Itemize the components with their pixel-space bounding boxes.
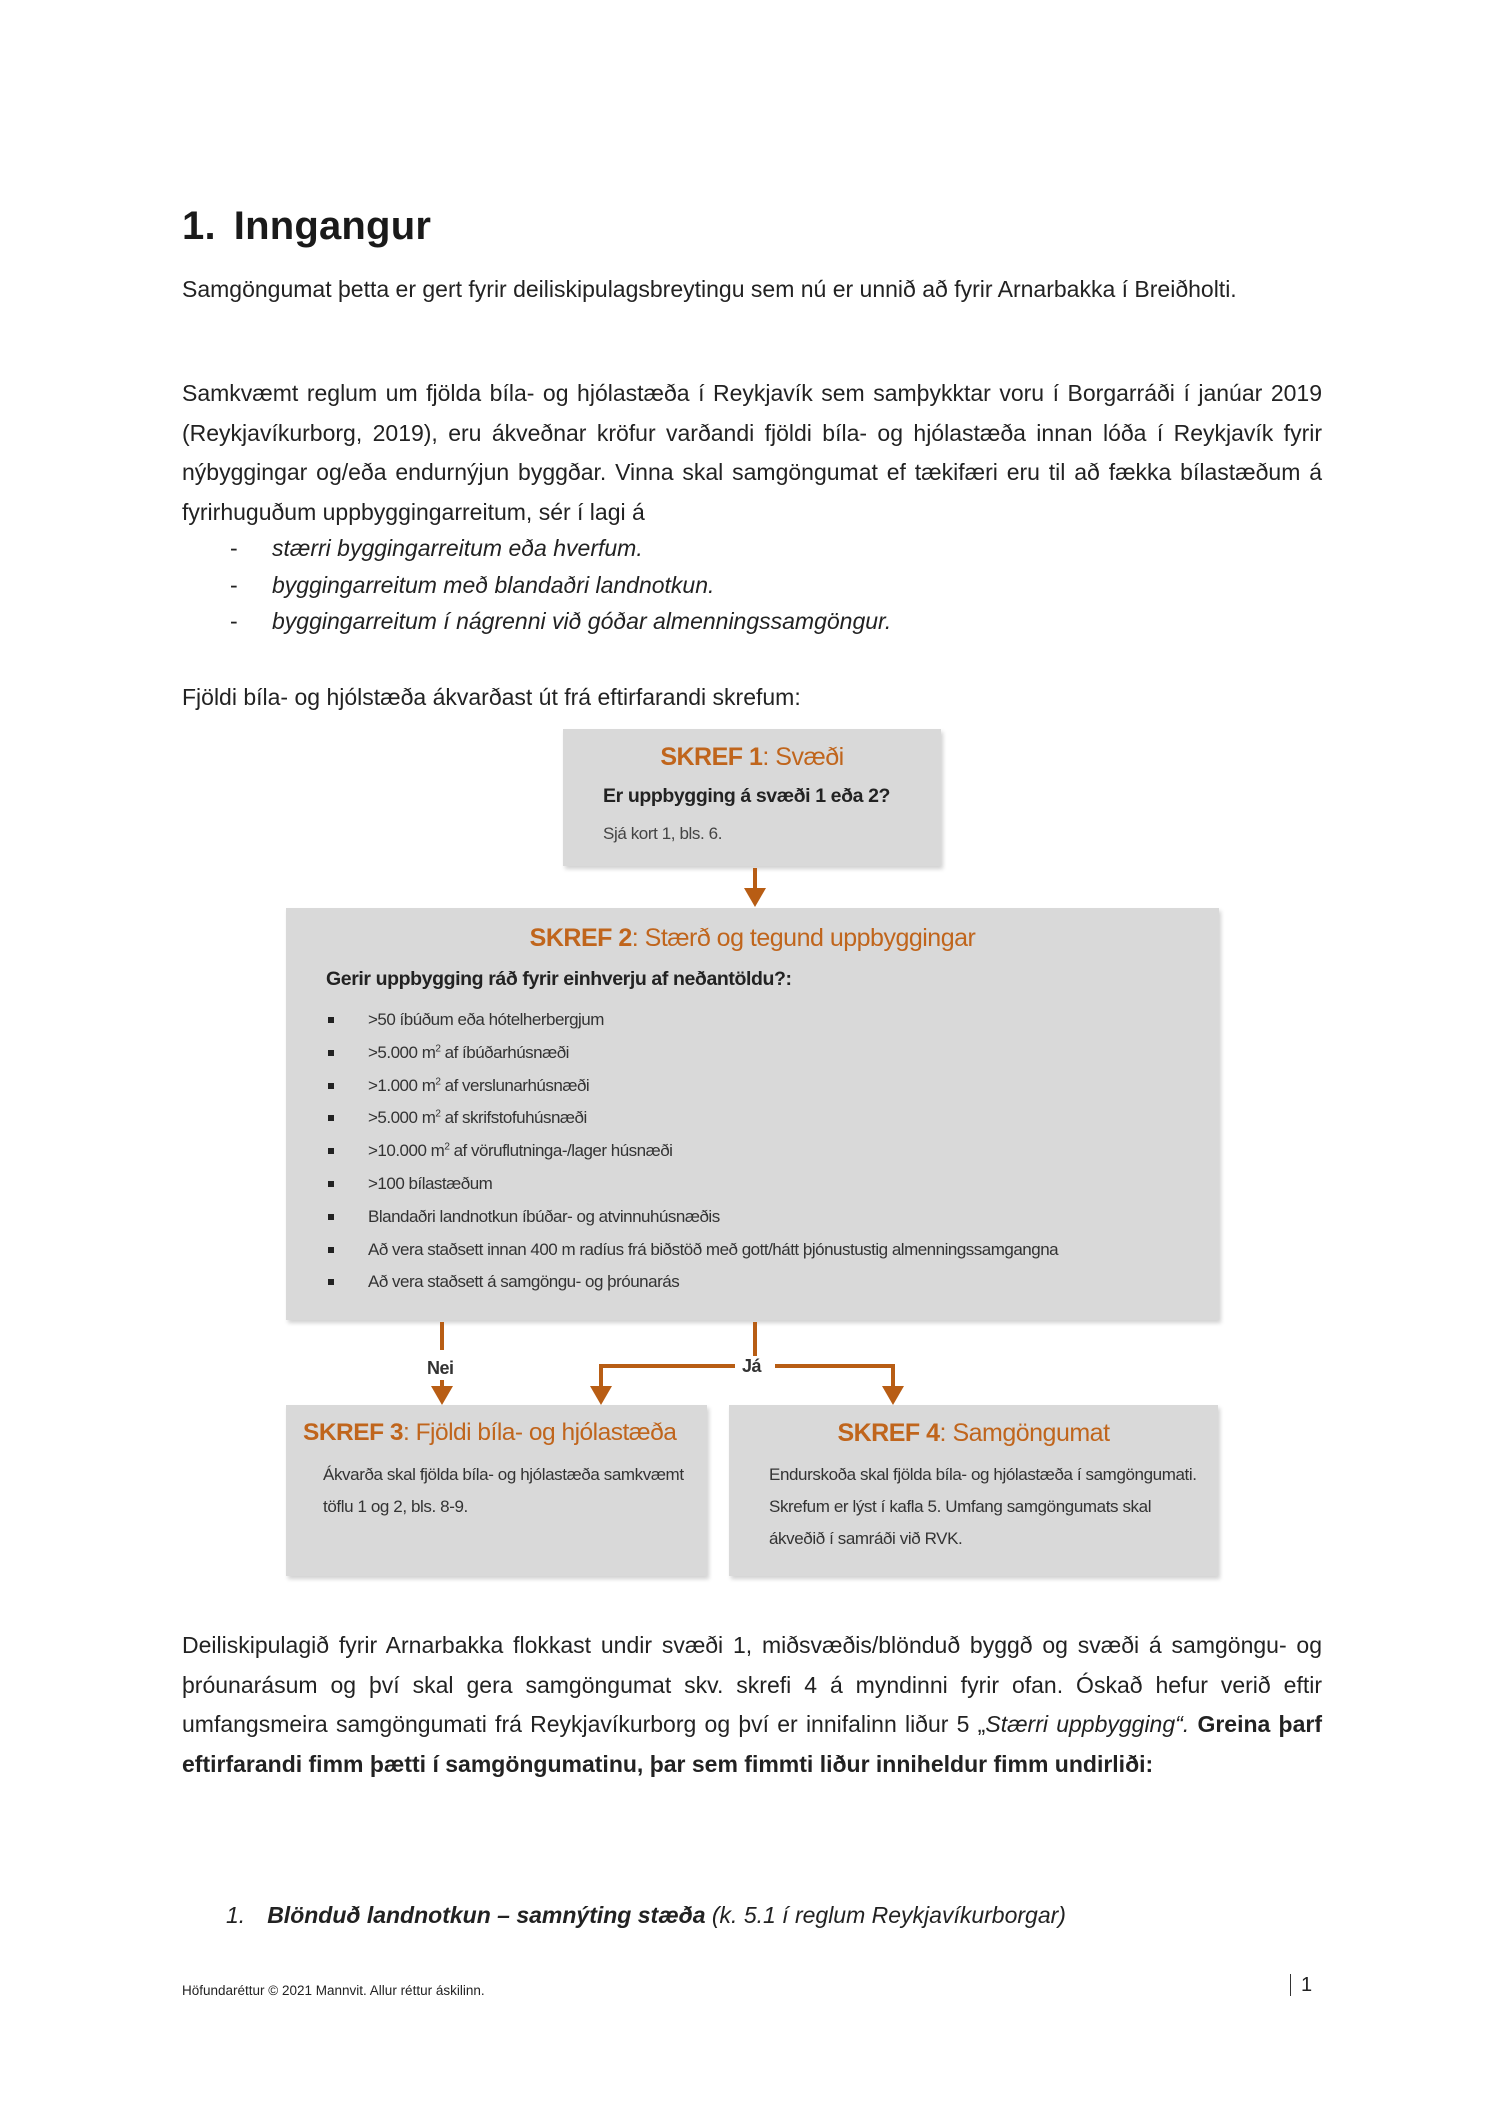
bullet-square-icon <box>328 1083 334 1089</box>
dash-marker: - <box>230 571 238 598</box>
section-title: Inngangur <box>233 204 432 248</box>
page-number: 1 <box>1290 1974 1312 1996</box>
bullet-square-icon <box>328 1181 334 1187</box>
steps-intro: Fjöldi bíla- og hjólstæða ákvarðast út frá eftirfarandi skrefum: <box>182 684 801 710</box>
bullet-square-icon <box>328 1115 334 1121</box>
criterion-item: >1.000 $m^2$ af verslunarhúsnæði <box>326 1070 1058 1103</box>
branch-no-label: Nei <box>427 1358 454 1378</box>
dash-marker: - <box>230 608 238 634</box>
list-item <box>230 603 891 640</box>
step3-box <box>286 1405 707 1576</box>
step2-title: SKREF 2: Stærð og tegund uppbyggingar <box>529 924 976 952</box>
bullet-square-icon <box>328 1017 334 1023</box>
criterion-item: >10.000 $m^2$ af vöruflutninga-/lager húsnæði <box>326 1135 1058 1168</box>
list-item <box>230 530 891 567</box>
step3-text: Ákvarða skal fjölda bíla- og hjólastæða samkvæmt töflu 1 og 2, bls. 8-9. <box>323 1465 684 1516</box>
list-item-text: byggingarreitum í nágrenni við góðar almenningssamgöngur. <box>272 608 892 634</box>
dash-marker: - <box>230 535 238 561</box>
bullet-square-icon <box>328 1050 334 1056</box>
step2-criteria <box>326 1004 1058 1299</box>
step1-note: Sjá kort 1, bls. 6. <box>603 824 723 843</box>
criterion-item: >5.000 $m^2$ af skrifstofuhúsnæði <box>326 1102 1058 1135</box>
step4-text: Endurskoða skal fjölda bíla- og hjólastæða í samgöngumati. Skrefum er lýst í kafla 5. Umfang samgöngumats skal ákveðið í samráði við RVK. <box>769 1465 1197 1548</box>
bullet-square-icon <box>328 1247 334 1253</box>
bullet-square-icon <box>328 1148 334 1154</box>
bullet-square-icon <box>328 1279 334 1285</box>
list-item <box>230 567 891 604</box>
list-item-text: stærri byggingarreitum eða hverfum. <box>272 535 643 561</box>
step2-box <box>286 908 1219 1320</box>
bullet-square-icon <box>328 1214 334 1220</box>
criterion-item: >100 bílastæðum <box>326 1168 1058 1201</box>
step1-box <box>563 729 941 866</box>
criterion-item: >50 íbúðum eða hótelherbergjum <box>326 1004 1058 1037</box>
criterion-item: Að vera staðsett innan 400 m radíus frá biðstöð með gott/hátt þjónustustig almenningssamgangna <box>326 1234 1058 1267</box>
step2-question: Gerir uppbygging ráð fyrir einhverju af neðantöldu?: <box>326 968 792 990</box>
step4-title: SKREF 4: Samgöngumat <box>837 1419 1110 1447</box>
intro-paragraph: Samgöngumat þetta er gert fyrir deiliskipulagsbreytingu sem nú er unnið að fyrir Arnarbakka í Breiðholti. <box>182 276 1237 302</box>
conclusion-paragraph: Deiliskipulagið fyrir Arnarbakka flokkast undir svæði 1, miðsvæðis/blönduð byggð og svæði á samgöngu- og þróunarásum og því skal gera samgöngumat skv. skrefi 4 á myndinni fyrir ofan. Óskað hefur verið eftir umfangsmeira samgöngumati frá Reykjavíkurborg og því er innifalinn liður 5 „Stærri uppbygging“. Greina þarf eftirfarandi fimm þætti í samgöngumatinu, þar sem fimmti liður inniheldur fimm undirliði: <box>182 1632 1322 1777</box>
step1-question: Er uppbygging á svæði 1 eða 2? <box>603 785 891 807</box>
list-item-text: byggingarreitum með blandaðri landnotkun. <box>272 571 715 598</box>
footer-copyright: Höfundaréttur © 2021 Mannvit. Allur réttur áskilinn. <box>182 1983 485 1998</box>
section-number: 1. <box>182 204 216 248</box>
criterion-item: Að vera staðsett á samgöngu- og þróunarás <box>326 1266 1058 1299</box>
section-heading <box>182 204 431 249</box>
step1-title: SKREF 1: Svæði <box>660 743 844 771</box>
criterion-item: Blandaðri landnotkun íbúðar- og atvinnuhúsnæðis <box>326 1201 1058 1234</box>
numbered-item: 1. Blönduð landnotkun – samnýting stæða (k. 5.1 í reglum Reykjavíkurborgar) <box>226 1902 1066 1928</box>
criterion-item: >5.000 $m^2$ af íbúðarhúsnæði <box>326 1037 1058 1070</box>
branch-yes-label: Já <box>742 1356 762 1376</box>
criteria-list <box>230 530 891 640</box>
step4-box <box>729 1405 1218 1576</box>
rules-paragraph: Samkvæmt reglum um fjölda bíla- og hjólastæða í Reykjavík sem samþykktar voru í Borgarráði í janúar 2019 (Reykjavíkurborg, 2019), eru ákveðnar kröfur varðandi fjöldi bíla- og hjólastæða innan lóða í Reykjavík fyrir nýbyggingar og/eða endurnýjun byggðar. Vinna skal samgöngumat ef tækifæri eru til að fækka bílastæðum á fyrirhuguðum uppbyggingarreitum, sér í lagi á <box>182 380 1322 525</box>
step3-title: SKREF 3: Fjöldi bíla- og hjólastæða <box>303 1419 677 1446</box>
